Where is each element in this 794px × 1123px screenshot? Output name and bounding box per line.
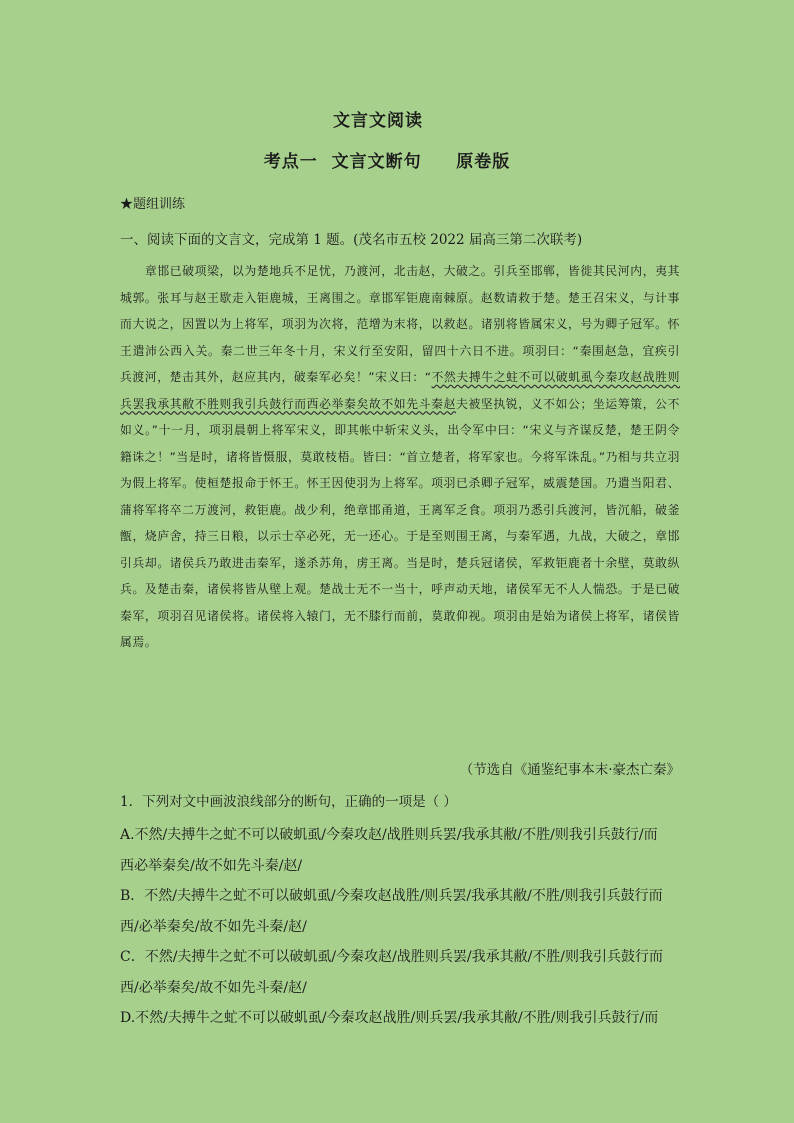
wavy-underlined-text: 不然夫搏牛之蛀不可以破虮虱今秦攻赵战胜则兵罢我承其敝不胜则我引兵鼓行而西必举秦矣故不如先斗秦赵 (120, 370, 680, 411)
option-c-line-1: C．不然/夫搏牛之虻不可以破虮虱/今秦攻赵/战胜则兵罢/我承其敝/不胜/则我引兵鼓行而 (120, 949, 664, 965)
classical-passage (120, 258, 680, 656)
option-b-line-2: 西/必举秦矣/故不如先斗秦/赵/ (120, 918, 307, 935)
document-title: 文言文阅读 (333, 111, 423, 131)
option-a-line-2: 西必举秦矣/故不如先斗秦/赵/ (120, 857, 303, 874)
question-1-stem: 1．下列对文中画波浪线部分的断句，正确的一项是（ ） (120, 794, 457, 810)
passage-part-1: 章邯已破项梁，以为楚地兵不足忧，乃渡河，北击赵，大破之。引兵至邯郸，皆徙其民河内，夷其城郭。张耳与赵王歇走入钜鹿城，王离围之。章邯军钜鹿南棘原。赵数请救于楚。楚王召宋义，与计事而大说之，因置以为上将军，项羽为次将，范增为末将，以救赵。诸别将皆属宋义，号为卿子冠军。怀王遣沛公西入关。秦二世三年冬十月，宋义行至安阳，留四十六日不进。项羽曰：“秦围赵急，宜疾引兵渡河，楚击其外，赵应其内，破秦军必矣！”宋义曰：“ (120, 264, 680, 384)
option-c-line-2: 西/必举秦矣/故不如先斗秦/赵/ (120, 979, 307, 996)
option-a-line-1: A.不然/夫搏牛之虻不可以破虮虱/今秦攻赵/战胜则兵罢/我承其敝/不胜/则我引兵鼓行/而 (120, 827, 658, 843)
option-d-line-1: D.不然/夫搏牛之虻不可以破虮虱/今秦攻赵战胜/则兵罢/我承其敝/不胜/则我引兵鼓行/而 (120, 1010, 659, 1026)
document-subtitle: 考点一 文言文断句 原卷版 (263, 152, 511, 172)
option-b-line-1: B．不然/夫搏牛之虻不可以破虮虱/今秦攻赵战胜/则兵罢/我承其敝/不胜/则我引兵鼓行而 (120, 888, 663, 904)
section-label: ★题组训练 (120, 197, 186, 212)
answer-options (120, 820, 680, 1034)
passage-source: （节选自《通鉴纪事本末·豪杰亡秦》 (459, 762, 680, 778)
reading-instruction: 一、阅读下面的文言文，完成第 1 题。(茂名市五校 2022 届高三第二次联考) (120, 232, 583, 248)
passage-part-2: 夫被坚执锐，义不如公；坐运筹策，公不如义。”十一月，项羽晨朝上将军宋义，即其帐中斩宋义头，出令军中曰：“宋义与齐谋反楚，楚王阴令籍诛之！”当是时，诸将皆慑服，莫敢枝梧。皆曰：“首立楚者，将军家也。今将军诛乱。”乃相与共立羽为假上将军。使桓楚报命于怀王。怀王因使羽为上将军。项羽已杀卿子冠军，威震楚国。乃遣当阳君、蒲将军将卒二万渡河，救钜鹿。战少利，绝章邯甬道，王离军乏食。项羽乃悉引兵渡河，皆沉船，破釜甑，烧庐舍，持三日粮，以示士卒必死，无一还心。于是至则围王离，与秦军遇，九战，大破之，章邯引兵却。诸侯兵乃敢进击秦军，遂杀苏角，虏王离。当是时，楚兵冠诸侯，军救钜鹿者十余壁，莫敢纵兵。及楚击秦，诸侯将皆从壁上观。楚战士无不一当十，呼声动天地，诸侯军无不人人惴恐。于是已破秦军，项羽召见诸侯将。诸侯将入辕门，无不膝行而前，莫敢仰视。项羽由是始为诸侯上将军，诸侯皆属焉。 (120, 396, 680, 649)
